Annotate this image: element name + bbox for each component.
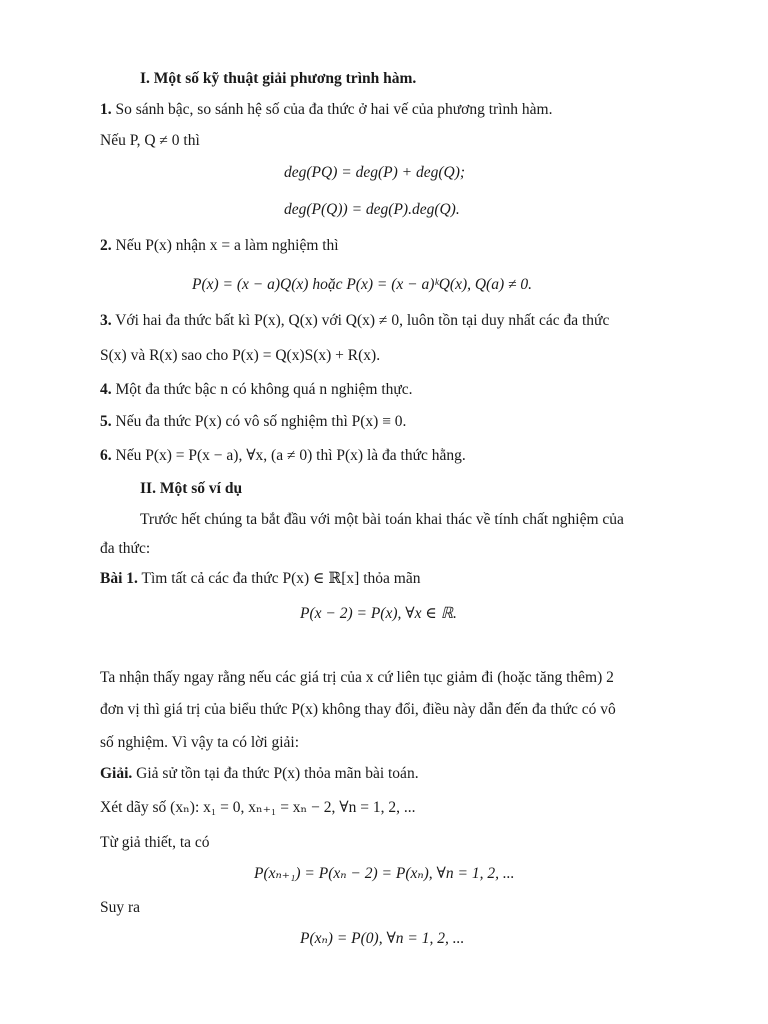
item-1-text: So sánh bậc, so sánh hệ số của đa thức ở hai vế của phương trình hàm.	[115, 101, 553, 118]
problem-1-text: Tìm tất cả các đa thức P(x) ∈ ℝ[x] thỏa mãn	[141, 570, 421, 587]
section-1-title: I. Một số kỹ thuật giải phương trình hàm.	[140, 70, 417, 87]
item-3	[100, 311, 609, 331]
item-3-text: Với hai đa thức bất kì P(x), Q(x) với Q(x) ≠ 0, luôn tồn tại duy nhất các đa thức	[115, 312, 610, 329]
section-2-intro-line-2: đa thức:	[100, 540, 151, 557]
solution	[100, 764, 419, 784]
item-6-text: Nếu P(x) = P(x − a), ∀x, (a ≠ 0) thì P(x) là đa thức hằng.	[115, 447, 466, 464]
observation-line-2: đơn vị thì giá trị của biểu thức P(x) không thay đổi, điều này dẫn đến đa thức có vô	[100, 701, 616, 718]
item-1-equation-2: deg(P(Q)) = deg(P).deg(Q).	[284, 201, 460, 218]
item-4-number: 4.	[100, 381, 112, 398]
item-4-text: Một đa thức bậc n có không quá n nghiệm thực.	[115, 381, 413, 398]
observation-line-1: Ta nhận thấy ngay rằng nếu các giá trị của x cứ liên tục giảm đi (hoặc tăng thêm) 2	[100, 669, 614, 686]
item-5-text: Nếu đa thức P(x) có vô số nghiệm thì P(x) ≡ 0.	[115, 413, 407, 430]
solution-label: Giải.	[100, 765, 133, 782]
therefore-text: Suy ra	[100, 899, 141, 916]
section-2-intro-line-1: Trước hết chúng ta bắt đầu với một bài toán khai thác về tính chất nghiệm của	[140, 511, 624, 528]
problem-1-equation: P(x − 2) = P(x), ∀x ∈ ℝ.	[300, 605, 457, 622]
observation-line-3: số nghiệm. Vì vậy ta có lời giải:	[100, 734, 300, 751]
sequence-definition: Xét dãy số (xₙ): x₁ = 0, xₙ₊₁ = xₙ − 2, ∀n = 1, 2, ...	[100, 799, 416, 816]
section-2-title: II. Một số ví dụ	[140, 480, 243, 497]
item-2-text: Nếu P(x) nhận x = a làm nghiệm thì	[115, 237, 339, 254]
item-3-number: 3.	[100, 312, 112, 329]
problem-1-label: Bài 1.	[100, 570, 138, 587]
item-6-number: 6.	[100, 447, 112, 464]
problem-1	[100, 569, 420, 589]
item-2	[100, 236, 339, 256]
item-1-condition: Nếu P, Q ≠ 0 thì	[100, 132, 200, 149]
item-1-equation-1: deg(PQ) = deg(P) + deg(Q);	[284, 164, 466, 181]
solution-equation-2: P(xₙ) = P(0), ∀n = 1, 2, ...	[300, 930, 465, 947]
from-hypothesis-text: Từ giả thiết, ta có	[100, 834, 210, 851]
solution-equation-1: P(xₙ₊₁) = P(xₙ − 2) = P(xₙ), ∀n = 1, 2, ...	[254, 865, 515, 882]
item-1-number: 1.	[100, 101, 112, 118]
item-3-continuation: S(x) và R(x) sao cho P(x) = Q(x)S(x) + R(x).	[100, 347, 381, 364]
item-2-number: 2.	[100, 237, 112, 254]
item-5-number: 5.	[100, 413, 112, 430]
item-5	[100, 412, 406, 432]
solution-text: Giả sử tồn tại đa thức P(x) thỏa mãn bài toán.	[136, 765, 419, 782]
item-2-equation: P(x) = (x − a)Q(x) hoặc P(x) = (x − a)ᵏQ(x), Q(a) ≠ 0.	[192, 276, 533, 293]
item-1	[100, 100, 552, 120]
item-4	[100, 380, 413, 400]
item-6	[100, 446, 466, 466]
